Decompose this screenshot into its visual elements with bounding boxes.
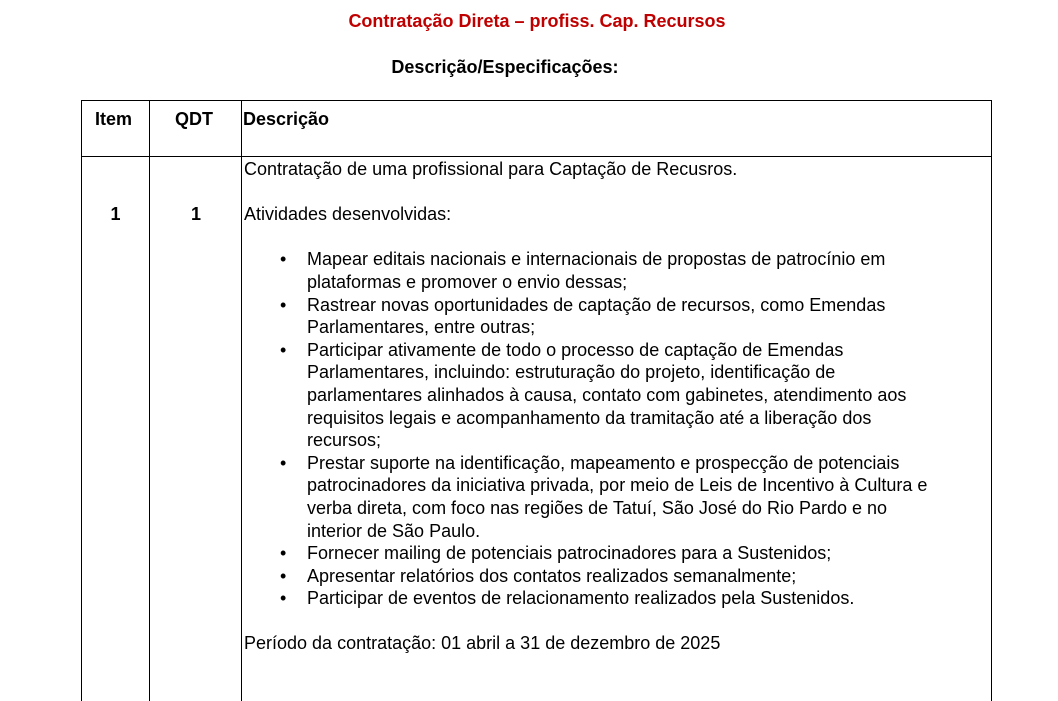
activity-line: Parlamentares, entre outras;: [307, 317, 536, 338]
contract-period: Período da contratação: 01 abril a 31 de dezembro de 2025: [244, 633, 721, 654]
cell-item-number: 1: [110, 204, 121, 224]
bullet-icon: •: [280, 249, 287, 270]
specification-table: [81, 100, 992, 701]
activity-item: [244, 294, 989, 339]
activity-item: [244, 248, 989, 293]
bullet-icon: •: [280, 339, 287, 360]
header-descricao: Descrição: [243, 109, 330, 129]
activity-line: recursos;: [307, 430, 382, 451]
bullet-icon: •: [280, 543, 287, 564]
bullet-icon: •: [280, 452, 287, 473]
activity-line: Fornecer mailing de potenciais patrocinadores para a Sustenidos;: [307, 543, 832, 564]
activity-line: Participar ativamente de todo o processo de captação de Emendas: [307, 339, 844, 360]
column-divider-qdt: [241, 101, 242, 701]
activity-item: [244, 339, 989, 452]
document-title: Contratação Direta – profiss. Cap. Recursos: [348, 11, 726, 31]
activity-line: patrocinadores da iniciativa privada, por meio de Leis de Incentivo à Cultura e: [307, 475, 928, 496]
activities-label: Atividades desenvolvidas:: [244, 204, 452, 225]
activity-item: [244, 587, 989, 610]
bullet-icon: •: [280, 294, 287, 315]
header-qdt: QDT: [175, 109, 213, 129]
activity-item: [244, 452, 989, 542]
activity-line: Participar de eventos de relacionamento realizados pela Sustenidos.: [307, 588, 855, 609]
description-cell: [244, 158, 989, 655]
activity-item: [244, 542, 989, 565]
column-divider-item: [149, 101, 150, 701]
activity-line: parlamentares alinhados à causa, contato com gabinetes, atendimento aos: [307, 384, 907, 405]
activity-line: Apresentar relatórios dos contatos realizados semanalmente;: [307, 565, 797, 586]
activity-line: Rastrear novas oportunidades de captação de recursos, como Emendas: [307, 294, 886, 315]
document-subtitle: Descrição/Especificações:: [391, 57, 619, 77]
cell-qdt-number: 1: [190, 204, 201, 224]
description-intro: Contratação de uma profissional para Captação de Recusros.: [244, 159, 738, 179]
bullet-icon: •: [280, 565, 287, 586]
activity-line: Mapear editais nacionais e internacionais de propostas de patrocínio em: [307, 249, 886, 270]
activities-list: [244, 248, 989, 610]
header-item: Item: [95, 109, 133, 129]
activity-line: requisitos legais e acompanhamento da tramitação até a liberação dos: [307, 407, 872, 428]
header-divider: [82, 156, 991, 157]
activity-line: plataformas e promover o envio dessas;: [307, 271, 628, 292]
activity-line: verba direta, com foco nas regiões de Tatuí, São José do Rio Pardo e no: [307, 497, 888, 518]
activity-line: interior de São Paulo.: [307, 520, 481, 541]
activity-line: Parlamentares, incluindo: estruturação do projeto, identificação de: [307, 362, 836, 383]
activity-item: [244, 565, 989, 588]
activity-line: Prestar suporte na identificação, mapeamento e prospecção de potenciais: [307, 452, 900, 473]
bullet-icon: •: [280, 588, 287, 609]
